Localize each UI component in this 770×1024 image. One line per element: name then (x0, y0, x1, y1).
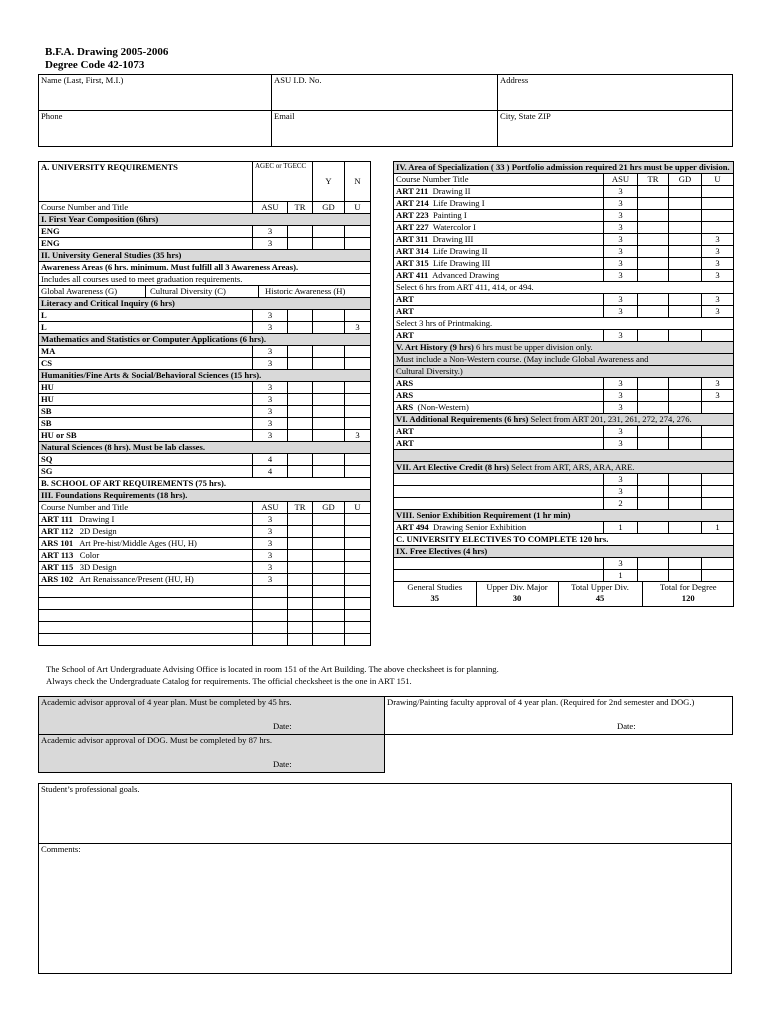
table-row: 1 (394, 570, 734, 582)
table-row: HU 3 (39, 382, 371, 394)
empty-row (394, 450, 734, 462)
university-requirements-table: A. UNIVERSITY REQUIREMENTS AGEC or TGECC Y N Course Number and Title ASU TR GD U I. First Year Composition (6hrs) ENG 3 ENG 3 II. University General Studies (35 hrs) Awareness Areas (6 hrs. minimum. Must fulfill all 3 Awareness Areas). Includes all courses used to meet graduation requirements. Global Awareness (G) Cultural Diversity (C) Historic Awareness (H) Literacy and Critical Inquiry (6 hrs) L 3 L 3 3 Mathematics and Statistics or Computer Applications (6 hrs). MA 3 CS 3 Humanities/Fine Arts & Social/Behavioral Sciences (15 hrs). HU 3 HU 3 SB 3 SB 3 HU or SB 3 3 Natural Sciences (8 hrs). Must be lab classes. SQ 4 SG 4 B. SCHOOL OF ART REQUIREMENTS (75 hrs). III. Foundations Requirements (18 hrs). Course Number and Title ASU TR GD U ART 111 Drawing I 3 ART 112 2D Design 3 ARS 101 Art Pre-hist/Middle Ages (HU, H) 3 ART 113 Color 3 ART 115 3D Design 3 ARS 102 Art Renaissance/Present (HU, H) 3 (38, 161, 371, 646)
table-row: ARS 3 3 (394, 390, 734, 402)
form-header (45, 46, 168, 72)
column-header: Course Number Title (394, 174, 604, 186)
table-row: ART 3 (394, 330, 734, 342)
section-vii-title: VII. Art Elective Credit (8 hrs) Select from ART, ARS, ARA, ARE. (394, 462, 734, 474)
u-header: U (345, 202, 371, 214)
table-row: ART 3 (394, 438, 734, 450)
n-header: N (345, 162, 371, 202)
y-header: Y (313, 162, 345, 202)
table-row: SG 4 (39, 466, 371, 478)
table-row: L 3 3 (39, 322, 371, 334)
section-v-note: Must include a Non-Western course. (May include Global Awareness and (394, 354, 734, 366)
total-degree: Total for Degree 120 (659, 582, 717, 603)
table-row: ARS 102 Art Renaissance/Present (HU, H) 3 (39, 574, 371, 586)
tr-header: TR (288, 202, 313, 214)
section-heading: Natural Sciences (8 hrs). Must be lab classes. (39, 442, 371, 454)
total-upper-div: Total Upper Div. 45 (558, 582, 642, 606)
specialization-table: IV. Area of Specialization ( 33 ) Portfolio admission required 21 hrs must be upper division. Course Number Title ASU TR GD U ART 211 Drawing II 3 ART 214 Life Drawing I 3 ART 223 Painting I 3 ART 227 Watercolor I 3 ART 311 Drawing III 3 3 ART 314 Life Drawing II 3 3 ART 315 Life Drawing III 3 3 ART 411 Advanced Drawing 3 3 Select 6 hrs from ART 411, 414, or 494. ART 3 3 ART 3 3 Select 3 hrs of Printmaking. ART 3 V. Art History (9 hrs) 6 hrs must be upper division only. Must include a Non-Western course. (May include Global Awareness and Cultural Diversity.) ARS 3 3 ARS 3 3 ARS (Non-Western) 3 VI. Additional Requirements (6 hrs) Select from ART 201, 231, 261, 272, 274, 276. ART 3 ART 3 VII. Art Elective Credit (8 hrs) Select from ART, ARS, ARA, ARE. 3 3 2 VIII. Senior Exhibition Requirement (1 hr min) ART 494 Drawing Senior Exhibition 1 1 C. UNIVERSITY ELECTIVES TO COMPLETE 120 hrs. IX. Free Electives (4 hrs) 3 1 General Studies 35 Upper Div. Major 30 Total Upper Div. 45 Total for Degree 120 (393, 161, 734, 607)
table-row: ART 214 Life Drawing I 3 (394, 198, 734, 210)
empty-row (39, 598, 371, 610)
select-note: Select 6 hrs from ART 411, 414, or 494. (394, 282, 734, 294)
section-iv-title: IV. Area of Specialization ( 33 ) Portfolio admission required 21 hrs must be upper division. (394, 162, 734, 174)
empty-row (39, 586, 371, 598)
column-header: Course Number and Title (39, 502, 253, 514)
advisor-approval-dog[interactable]: Academic advisor approval of DOG. Must be completed by 87 hrs. Date: (39, 735, 385, 773)
table-row: ART 223 Painting I 3 (394, 210, 734, 222)
phone-field[interactable]: Phone (39, 111, 272, 147)
table-row: SQ 4 (39, 454, 371, 466)
degree-code: Degree Code 42-1073 (45, 59, 145, 71)
asu-id-field[interactable]: ASU I.D. No. (272, 75, 498, 111)
section-heading: Mathematics and Statistics or Computer Applications (6 hrs). (39, 334, 371, 346)
faculty-approval[interactable]: Drawing/Painting faculty approval of 4 year plan. (Required for 2nd semester and DOG.) Date: (385, 697, 733, 735)
empty-row (39, 634, 371, 646)
asu-header: ASU (253, 202, 288, 214)
column-header: Course Number and Title (39, 202, 253, 214)
form-title: B.F.A. Drawing 2005-2006 (45, 46, 169, 58)
section-heading: II. University General Studies (35 hrs) (39, 250, 371, 262)
table-row: 3 (394, 486, 734, 498)
table-row: ART 311 Drawing III 3 3 (394, 234, 734, 246)
advising-note: The School of Art Undergraduate Advising Office is located in room 151 of the Art Building. The above checksheet is for planning. (46, 664, 499, 674)
catalog-note: Always check the Undergraduate Catalog for requirements. The official checksheet is the one in ART 151. (46, 676, 412, 686)
agec-header: AGEC or TGECC (253, 162, 313, 202)
table-row: ARS 3 3 (394, 378, 734, 390)
table-row: ART 115 3D Design 3 (39, 562, 371, 574)
table-row: ART 315 Life Drawing III 3 3 (394, 258, 734, 270)
empty-row (39, 610, 371, 622)
date-label: Date: (617, 721, 636, 731)
section-v-note-2: Cultural Diversity.) (394, 366, 734, 378)
table-row: 2 (394, 498, 734, 510)
city-field[interactable]: City, State ZIP (498, 111, 733, 147)
table-row: ART 3 3 (394, 306, 734, 318)
professional-goals-field[interactable]: Student’s professional goals. (39, 784, 732, 844)
table-row: ARS (Non-Western) 3 (394, 402, 734, 414)
table-row: ART 227 Watercolor I 3 (394, 222, 734, 234)
goals-table (38, 783, 732, 974)
table-row: ART 113 Color 3 (39, 550, 371, 562)
awareness-areas: Global Awareness (G) Cultural Diversity (C) Historic Awareness (H) (39, 286, 371, 298)
date-label: Date: (273, 721, 292, 731)
section-viii-title: VIII. Senior Exhibition Requirement (1 hr min) (394, 510, 734, 522)
table-row: HU or SB 3 3 (39, 430, 371, 442)
table-row: ARS 101 Art Pre-hist/Middle Ages (HU, H) 3 (39, 538, 371, 550)
address-field[interactable]: Address (498, 75, 733, 111)
section-heading: Literacy and Critical Inquiry (6 hrs) (39, 298, 371, 310)
awareness-note: Awareness Areas (6 hrs. minimum. Must fulfill all 3 Awareness Areas). (39, 262, 371, 274)
table-row: ART 112 2D Design 3 (39, 526, 371, 538)
table-row: MA 3 (39, 346, 371, 358)
total-general-studies: General Studies 35 (394, 582, 476, 606)
date-label: Date: (273, 759, 292, 769)
table-row: HU 3 (39, 394, 371, 406)
section-vi-title: VI. Additional Requirements (6 hrs) Select from ART 201, 231, 261, 272, 274, 276. (394, 414, 734, 426)
table-row: ART 494 Drawing Senior Exhibition 1 1 (394, 522, 734, 534)
student-info-table (38, 74, 733, 147)
totals-row (394, 582, 734, 607)
awareness-note-2: Includes all courses used to meet graduation requirements. (39, 274, 371, 286)
name-field[interactable]: Name (Last, First, M.I.) (39, 75, 272, 111)
advisor-approval-plan[interactable]: Academic advisor approval of 4 year plan. Must be completed by 45 hrs. Date: (39, 697, 385, 735)
section-heading: I. First Year Composition (6hrs) (39, 214, 371, 226)
empty-row (39, 622, 371, 634)
gd-header: GD (313, 202, 345, 214)
table-row: ART 3 3 (394, 294, 734, 306)
totals-table (394, 582, 734, 606)
email-field[interactable]: Email (272, 111, 498, 147)
select-note: Select 3 hrs of Printmaking. (394, 318, 734, 330)
table-row: 3 (394, 558, 734, 570)
table-row: ENG 3 (39, 226, 371, 238)
table-row: SB 3 (39, 406, 371, 418)
total-upper-div-major: Upper Div. Major 30 (476, 582, 558, 606)
table-row: ART 314 Life Drawing II 3 3 (394, 246, 734, 258)
section-ix-title: IX. Free Electives (4 hrs) (394, 546, 734, 558)
table-row: ART 211 Drawing II 3 (394, 186, 734, 198)
table-row: ART 411 Advanced Drawing 3 3 (394, 270, 734, 282)
table-row: CS 3 (39, 358, 371, 370)
section-heading: Humanities/Fine Arts & Social/Behavioral Sciences (15 hrs). (39, 370, 371, 382)
section-b-title: B. SCHOOL OF ART REQUIREMENTS (75 hrs). (39, 478, 371, 490)
table-row: SB 3 (39, 418, 371, 430)
approvals-table (38, 696, 733, 773)
table-row: 3 (394, 474, 734, 486)
section-c-title: C. UNIVERSITY ELECTIVES TO COMPLETE 120 hrs. (394, 534, 734, 546)
section-heading: III. Foundations Requirements (18 hrs). (39, 490, 371, 502)
table-row: ART 3 (394, 426, 734, 438)
comments-field[interactable]: Comments: (39, 844, 732, 974)
table-row: L 3 (39, 310, 371, 322)
table-row: ENG 3 (39, 238, 371, 250)
section-a-title: A. UNIVERSITY REQUIREMENTS (39, 162, 253, 202)
table-row: ART 111 Drawing I 3 (39, 514, 371, 526)
section-v-title: V. Art History (9 hrs) 6 hrs must be upper division only. (394, 342, 734, 354)
